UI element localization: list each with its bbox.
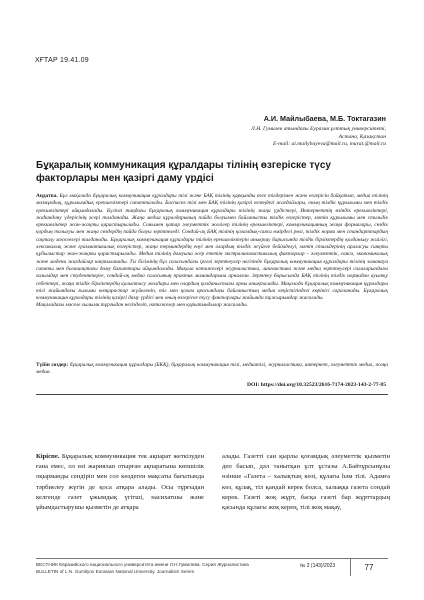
introduction-heading: Кіріспе.	[36, 453, 60, 460]
journal-name-en: BULLETIN of L.N. Gumilyov Eurasian National University. Journalism Series	[36, 569, 195, 574]
affiliation-city: Астана, Қазақстан	[338, 134, 386, 140]
article-title: Бұқаралық коммуникация құралдары тілінің өзгеріске түсу факторлары мен қазіргі даму үрдісі	[36, 160, 331, 184]
keywords-text: бұқаралық коммуникация құралдары (БКҚ), бұқаралық коммуникация тілі, медиатілі, журналистика, интернет, әлеуметтік медиа, жаңа медиа.	[36, 362, 389, 376]
abstract-closing: Мақаладағы мәселе ғылыми тұрғыдан негізделіп, нәтижелер мен қорытындылар жасалады.	[36, 302, 248, 309]
doi-link[interactable]: DOI: https://doi.org/10.32523/2616-7174-2023-143-2-77-85	[246, 382, 386, 388]
footer-divider	[36, 558, 388, 559]
author-names: А.И. Майлыбаева, М.Б. Токтагазин	[263, 114, 386, 123]
body-text-right: алады. Газетті сан қырлы қоғамдық әлеуметтік қызметін деп басып, дәл танытқан ұлт ұстазы А.Байтұрсынұлы өзінше «Газета – халықтың көзі, құлағы һәм тілі. Адамға көз, құлақ, тіл қандай керек болса, халыққа газета сондай керек. Газеті жоқ жұрт, басқа газеті бар жұрттардың қасында құлағы жоқ керең, тілі жоқ мақау,	[222, 453, 390, 512]
body-column-left	[36, 452, 204, 513]
abstract-text: Бұл мақалада бұқаралық коммуникация құралдары тілі және БАҚ тілінің қарқынды өзге тілдерімен және өзгерісін байқатып, медиа тілінің мазмұндық, құрылымдық ерекшеліктері сипатталады. Баспасөз тілі мен БАҚ тілінің қазіргі кезеңдегі жағдайлары, оның тілдік құрылымы мен тілдік ерекшеліктері айқындалады. Бүгінгі таңдағы бұқаралық коммуникация құралдары тілінің жаңа үрдістері, Интернеттің өзіндік ерекшеліктері, жаһандану үдерісінің әсері талданады. Жаңа медиа құралдарының пайда болуымен байланысты тілдік өзгерістер, мәтін құрылымы мен стильдік ерекшеліктер жан-жақты қарастырылады. Сонымен қатар әлеуметтік желілер тілінің ерекшеліктері, коммуникацияның жаңа формалары, сөздік қордың толығуы мен жаңа сөздердің пайда болуы зерттеледі. Сондай-ақ БАҚ тілінің қоғамдық-саяси өмірдегі рөлі, тілдік норма мен стандарттардың сақталу мәселелері талданады. Бұқаралық коммуникация құралдары тілінің ерекшеліктерін анықтау барысында тілдік бірліктердің қолданылу жиілігі, лексикалық және грамматикалық өзгерістер, жаңа терминдердің енуі мен олардың тілдік жүйеге бейімделуі, мәтін стильдерінің араласуы сияқты құбылыстар жан-жақты қарастырылады. Медиа тілінің дамуына әсер ететін экстралингвистикалық факторлар – әлеуметтік, саяси, экономикалық және мәдени жағдайлар нақтыланады. Тіл білімінің бұл саласындағы іргелі зерттеулер негізінде бұқаралық коммуникация құралдары тілінің заманауи сипаты мен болашақтағы даму бағыттары айқындалады. Мақала нәтижелері журналистика, лингвистика және медиа зерттеулері салаларындағы ғалымдар мен студенттерге, сондай-ақ медиа саласының практик мамандарына арналған. Зерттеу барысында БАҚ тілінің тілдік нормадан ауытқу себептері, жаңа тілдік бірліктердің қалыптасу жолдары мен олардың қолданыстағы орны анықталады. Мақалада бұқаралық коммуникация құралдары тілі жайындағы ғылыми көзқарастар жүйеленіп, тіл мен қоғам арасындағы байланыстың медиа кеңістігіндегі көрінісі сараланады. Бұқаралық коммуникация құралдары тілінің қазіргі даму үрдісі мен оның өзгеріске түсу факторлары жайында тұжырымдар жасалады.	[36, 193, 388, 302]
abstract-block	[36, 193, 388, 310]
body-text-left: Бұқаралық коммуникация тек ақпарат жеткізуден ғана емес, ол өзі жариялап отырған ақпаратына көпшілік оқырманды сендіріп мен сол көздеген мақсаты бағытында тәрбиелеу жүгін де қоса атқара алады. Осы тұрғыдан келгенде газет ұжымдық үгітші, насихатшы және ұйымдастырушы қызметін де атқара	[36, 453, 205, 512]
keywords-label: Түйін сөздер:	[36, 362, 69, 368]
body-column-right	[222, 452, 390, 513]
journal-name-kz: ВЕСТНИК Евразийского национального университета имени Л.Н.Гумилева. Серия Журналистика	[36, 562, 249, 567]
abstract-label: Аңдатпа.	[36, 193, 58, 199]
section-divider	[36, 394, 388, 395]
keywords-block	[36, 362, 388, 377]
affiliation-university: Л.Н. Гумилев атындағы Еуразия ұлттық университеті,	[251, 126, 386, 132]
page-number: 77	[350, 558, 387, 576]
affiliation-email[interactable]: E-mail: ai.mailybayeva@mail.ru, murat.@mail.ru	[273, 141, 386, 147]
issue-number: № 2 (143)/2023	[300, 563, 336, 569]
udc-code: ХҒТАР 19.41.09	[35, 57, 89, 64]
